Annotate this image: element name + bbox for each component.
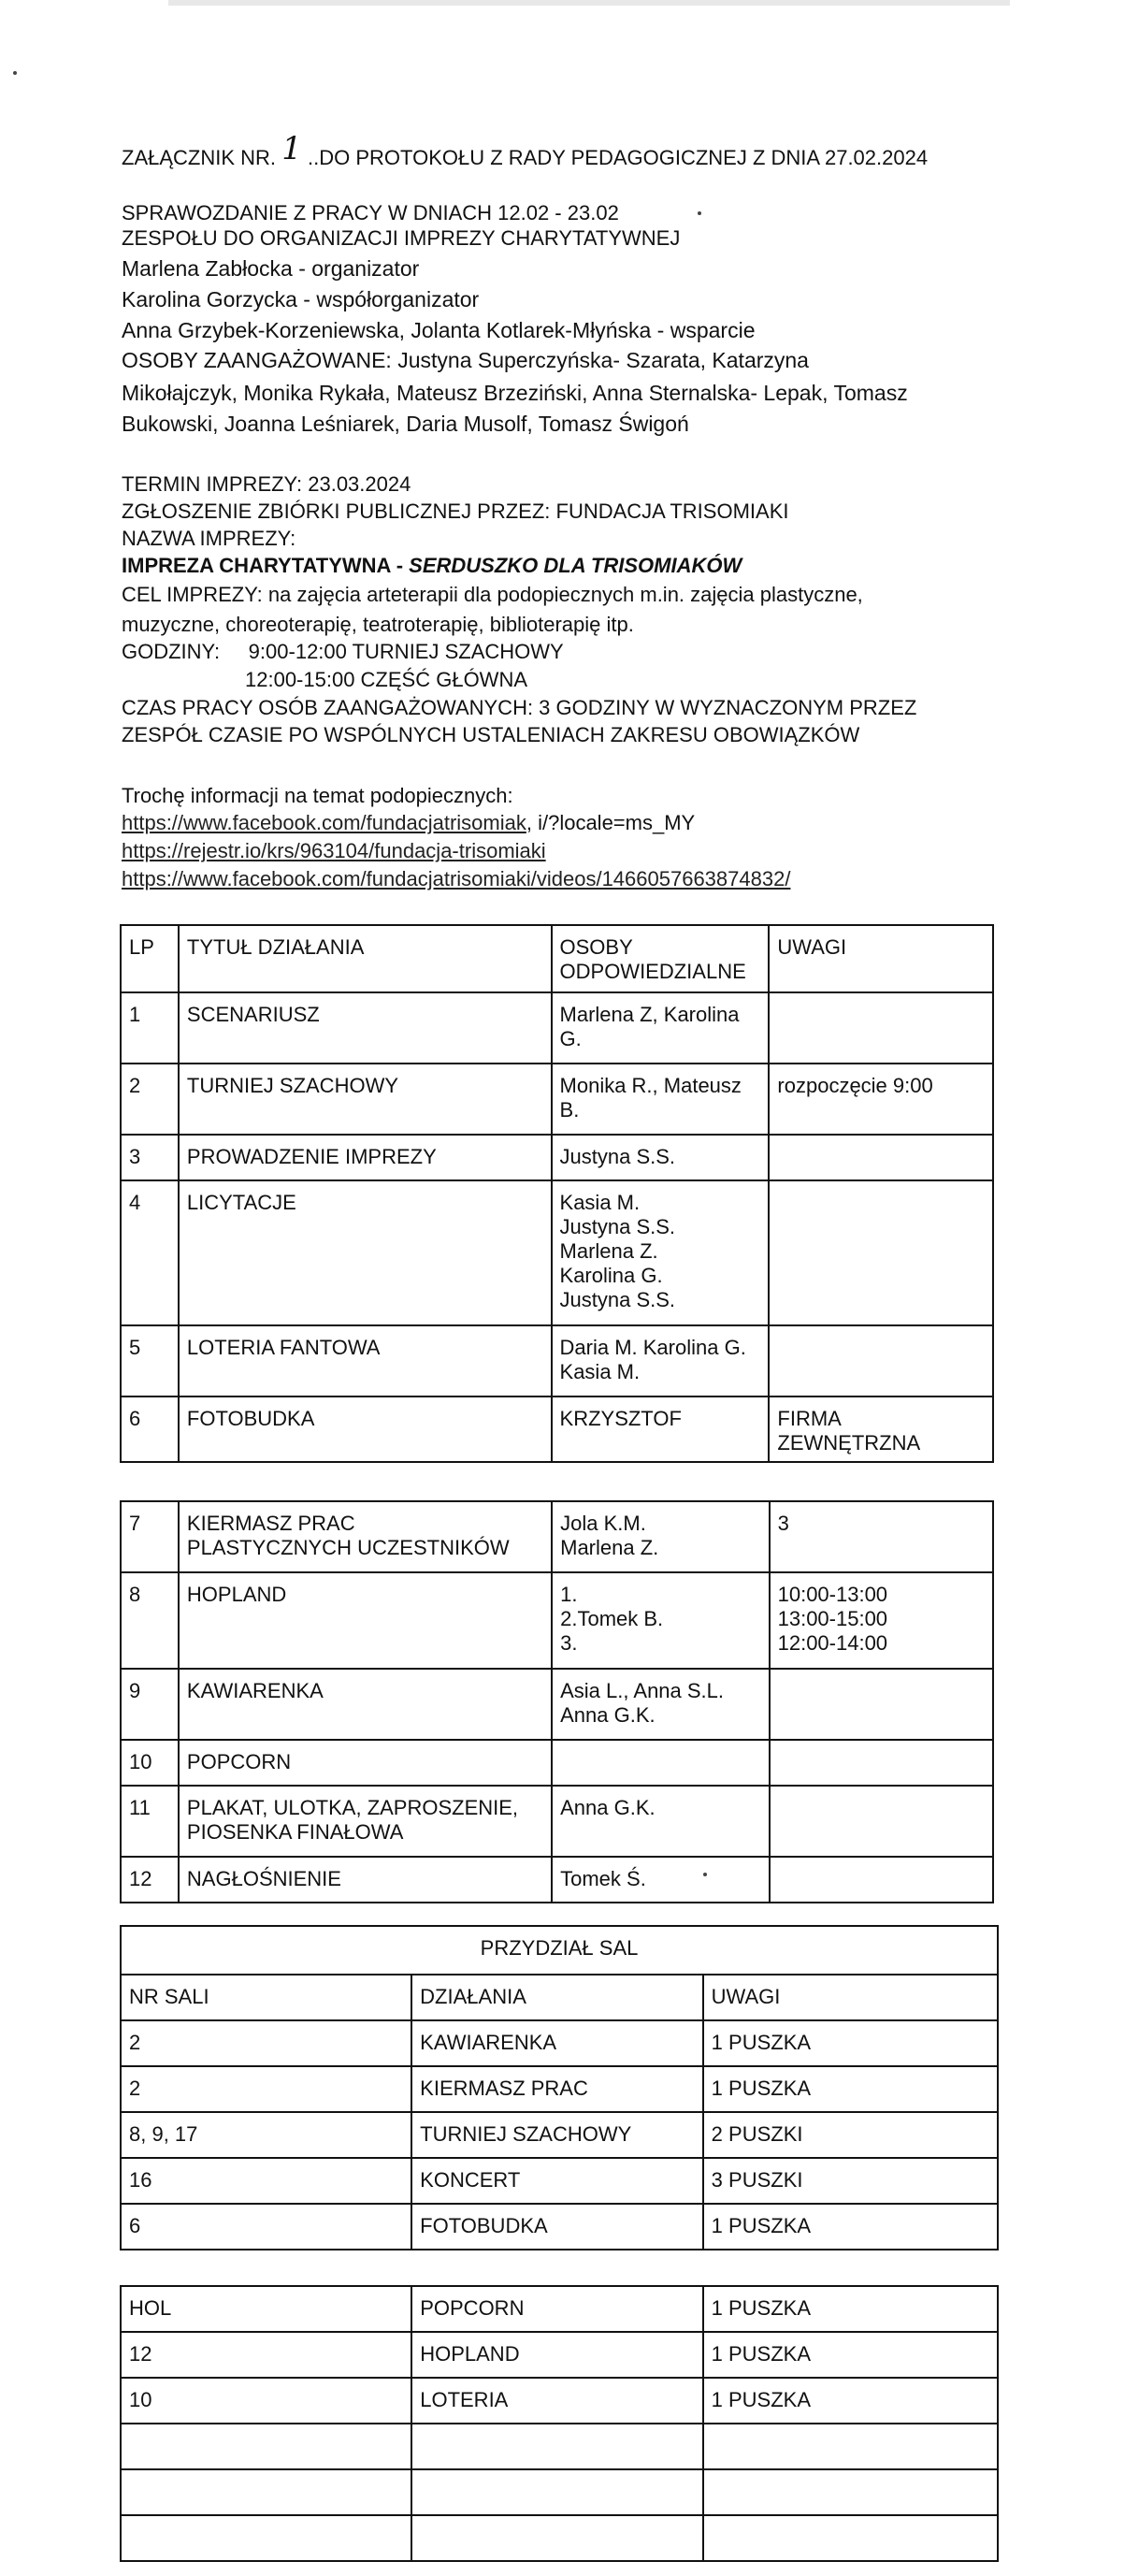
- attachment-number: 1: [281, 130, 302, 167]
- cell-notes: 1 PUSZKA: [703, 2332, 998, 2378]
- cell-notes: [769, 1180, 993, 1325]
- header-cell-title: TYTUŁ DZIAŁANIA: [179, 925, 552, 992]
- cell-title: LOTERIA FANTOWA: [179, 1325, 552, 1397]
- report-line-1: SPRAWOZDANIE Z PRACY W DNIACH 12.02 - 23.02: [122, 201, 619, 224]
- tasks-row: [121, 1064, 993, 1135]
- event-hours-1: GODZINY: 9:00-12:00 TURNIEJ SZACHOWY: [122, 640, 564, 663]
- cell-notes: FIRMA ZEWNĘTRZNA: [769, 1397, 993, 1462]
- info-link-1-line: [122, 809, 695, 837]
- cell-title: SCENARIUSZ: [179, 992, 552, 1064]
- header-cell-room: NR SALI: [121, 1975, 411, 2020]
- cell-title: KAWIARENKA: [179, 1669, 552, 1740]
- event-hours-2: 12:00-15:00 CZĘŚĆ GŁÓWNA: [245, 668, 528, 691]
- cell-responsible: Monika R., Mateusz B.: [552, 1064, 770, 1135]
- cell-activity: FOTOBUDKA: [411, 2204, 703, 2250]
- rooms-table: [120, 1925, 999, 2250]
- cell-title: NAGŁOŚNIENIE: [179, 1857, 552, 1903]
- report-line-3: Marlena Zabłocka - organizator: [122, 256, 420, 281]
- cell-responsible: Marlena Z, Karolina G.: [552, 992, 770, 1064]
- tasks-row: [121, 1135, 993, 1180]
- cell-title: PROWADZENIE IMPREZY: [179, 1135, 552, 1180]
- cell-room: 8, 9, 17: [121, 2112, 411, 2158]
- cell-title: POPCORN: [179, 1740, 552, 1786]
- tasks-row: [121, 1180, 993, 1325]
- info-link-2[interactable]: https://rejestr.io/krs/963104/fundacja-trisomiaki: [122, 839, 546, 862]
- cell-activity: [411, 2469, 702, 2515]
- cell-lp: 6: [121, 1397, 179, 1462]
- tasks-row: [121, 1786, 993, 1857]
- tasks-row: [121, 1572, 993, 1669]
- cell-notes: rozpoczęcie 9:00: [769, 1064, 993, 1135]
- info-link-3[interactable]: https://www.facebook.com/fundacjatrisomiaki/videos/1466057663874832/: [122, 867, 791, 890]
- tasks-row: [121, 1397, 993, 1462]
- rooms-row: [121, 2378, 998, 2424]
- cell-lp: 2: [121, 1064, 179, 1135]
- cell-lp: 3: [121, 1135, 179, 1180]
- cell-lp: 1: [121, 992, 179, 1064]
- attachment-prefix: ZAŁĄCZNIK NR.: [122, 146, 277, 169]
- cell-room: [121, 2424, 411, 2469]
- cell-room: 2: [121, 2066, 411, 2112]
- cell-room: 12: [121, 2332, 411, 2378]
- scan-dot: [13, 71, 17, 75]
- cell-title: TURNIEJ SZACHOWY: [179, 1064, 552, 1135]
- event-name-title: SERDUSZKO DLA TRISOMIAKÓW: [409, 554, 742, 577]
- cell-lp: 7: [121, 1501, 179, 1572]
- cell-lp: 12: [121, 1857, 179, 1903]
- rooms-row: [121, 2286, 998, 2332]
- scan-dot: [698, 211, 701, 215]
- cell-lp: 9: [121, 1669, 179, 1740]
- report-line-2: ZESPOŁU DO ORGANIZACJI IMPREZY CHARYTATYWNEJ: [122, 226, 681, 250]
- cell-room: 2: [121, 2020, 411, 2066]
- cell-lp: 5: [121, 1325, 179, 1397]
- cell-responsible: [552, 1740, 769, 1786]
- scan-mark: [168, 0, 1010, 6]
- rooms-row: [121, 2112, 998, 2158]
- tasks-row: [121, 1501, 993, 1572]
- cell-lp: 8: [121, 1572, 179, 1669]
- cell-notes: [770, 1786, 993, 1857]
- report-line-4: Karolina Gorzycka - współorganizator: [122, 287, 480, 311]
- report-line-8: Bukowski, Joanna Leśniarek, Daria Musolf, Tomasz Świgoń: [122, 412, 689, 436]
- cell-responsible: 1. 2.Tomek B. 3.: [552, 1572, 769, 1669]
- rooms-row: [121, 2469, 998, 2515]
- header-cell-notes: UWAGI: [769, 925, 993, 992]
- event-work-2: ZESPÓŁ CZASIE PO WSPÓLNYCH USTALENIACH ZAKRESU OBOWIĄZKÓW: [122, 723, 860, 746]
- cell-activity: KAWIARENKA: [411, 2020, 703, 2066]
- report-line-5: Anna Grzybek-Korzeniewska, Jolanta Kotlarek-Młyńska - wsparcie: [122, 318, 756, 342]
- cell-notes: 3: [770, 1501, 993, 1572]
- rooms-table-title: PRZYDZIAŁ SAL: [121, 1926, 998, 1975]
- cell-notes: [703, 2515, 998, 2561]
- rooms-row: [121, 2424, 998, 2469]
- cell-responsible: Anna G.K.: [552, 1786, 769, 1857]
- header-cell-activity: DZIAŁANIA: [411, 1975, 703, 2020]
- cell-responsible: Jola K.M. Marlena Z.: [552, 1501, 769, 1572]
- cell-room: [121, 2469, 411, 2515]
- tasks-header-row: [121, 925, 993, 992]
- attachment-suffix: ..DO PROTOKOŁU Z RADY PEDAGOGICZNEJ Z DNIA 27.02.2024: [308, 146, 929, 169]
- cell-room: [121, 2515, 411, 2561]
- header-cell-lp: LP: [121, 925, 179, 992]
- cell-activity: [411, 2424, 702, 2469]
- cell-notes: [770, 1857, 993, 1903]
- cell-room: 10: [121, 2378, 411, 2424]
- tasks-row: [121, 992, 993, 1064]
- event-goal-1: CEL IMPREZY: na zajęcia arteterapii dla podopiecznych m.in. zajęcia plastyczne,: [122, 583, 863, 606]
- cell-title: FOTOBUDKA: [179, 1397, 552, 1462]
- cell-responsible: Justyna S.S.: [552, 1135, 770, 1180]
- rooms-table-continued: [120, 2285, 999, 2562]
- cell-activity: HOPLAND: [411, 2332, 702, 2378]
- cell-title: KIERMASZ PRAC PLASTYCZNYCH UCZESTNIKÓW: [179, 1501, 552, 1572]
- cell-notes: 1 PUSZKA: [703, 2020, 998, 2066]
- cell-title: HOPLAND: [179, 1572, 552, 1669]
- cell-activity: POPCORN: [411, 2286, 702, 2332]
- cell-notes: [703, 2424, 998, 2469]
- cell-notes: [769, 1325, 993, 1397]
- cell-room: 16: [121, 2158, 411, 2204]
- cell-lp: 11: [121, 1786, 179, 1857]
- tasks-row: [121, 1669, 993, 1740]
- cell-notes: [770, 1740, 993, 1786]
- info-link-1-tail: , i/?locale=ms_MY: [526, 811, 696, 834]
- report-line-7: Mikołajczyk, Monika Rykała, Mateusz Brzeziński, Anna Sternalska- Lepak, Tomasz: [122, 381, 908, 405]
- cell-notes: 1 PUSZKA: [703, 2066, 998, 2112]
- rooms-row: [121, 2020, 998, 2066]
- cell-responsible: Tomek Ś.: [552, 1857, 769, 1903]
- event-date: TERMIN IMPREZY: 23.03.2024: [122, 472, 411, 496]
- attachment-header: [122, 130, 929, 172]
- rooms-row: [121, 2158, 998, 2204]
- cell-lp: 10: [121, 1740, 179, 1786]
- cell-title: PLAKAT, ULOTKA, ZAPROSZENIE, PIOSENKA FINAŁOWA: [179, 1786, 552, 1857]
- cell-activity: KONCERT: [411, 2158, 703, 2204]
- cell-notes: [703, 2469, 998, 2515]
- cell-notes: 3 PUSZKI: [703, 2158, 998, 2204]
- header-cell-responsible: OSOBY ODPOWIEDZIALNE: [552, 925, 770, 992]
- cell-room: 6: [121, 2204, 411, 2250]
- tasks-row: [121, 1857, 993, 1903]
- tasks-table-continued: [120, 1500, 994, 1903]
- cell-responsible: Daria M. Karolina G. Kasia M.: [552, 1325, 770, 1397]
- tasks-table: [120, 924, 994, 1463]
- cell-responsible: KRZYSZTOF: [552, 1397, 770, 1462]
- event-goal-2: muzyczne, choreoterapię, teatroterapię, biblioterapię itp.: [122, 613, 634, 636]
- rooms-row: [121, 2332, 998, 2378]
- cell-notes: [770, 1669, 993, 1740]
- info-label: Trochę informacji na temat podopiecznych:: [122, 784, 513, 807]
- cell-room: HOL: [121, 2286, 411, 2332]
- cell-activity: [411, 2515, 702, 2561]
- rooms-row: [121, 2066, 998, 2112]
- cell-notes: 1 PUSZKA: [703, 2204, 998, 2250]
- scan-dot: [703, 1873, 707, 1876]
- cell-title: LICYTACJE: [179, 1180, 552, 1325]
- header-cell-notes: UWAGI: [703, 1975, 998, 2020]
- cell-notes: 1 PUSZKA: [703, 2286, 998, 2332]
- rooms-title-row: [121, 1926, 998, 1975]
- cell-activity: LOTERIA: [411, 2378, 702, 2424]
- cell-responsible: Kasia M. Justyna S.S. Marlena Z. Karolina G. Justyna S.S.: [552, 1180, 770, 1325]
- info-link-1[interactable]: https://www.facebook.com/fundacjatrisomiak: [122, 811, 526, 834]
- rooms-header-row: [121, 1975, 998, 2020]
- tasks-row: [121, 1325, 993, 1397]
- cell-notes: [769, 1135, 993, 1180]
- cell-notes: 2 PUSZKI: [703, 2112, 998, 2158]
- cell-activity: TURNIEJ SZACHOWY: [411, 2112, 703, 2158]
- event-name-prefix: IMPREZA CHARYTATYWNA -: [122, 554, 410, 577]
- cell-notes: [769, 992, 993, 1064]
- tasks-row: [121, 1740, 993, 1786]
- cell-notes: 1 PUSZKA: [703, 2378, 998, 2424]
- cell-lp: 4: [121, 1180, 179, 1325]
- report-line-6: OSOBY ZAANGAŻOWANE: Justyna Superczyńska- Szarata, Katarzyna: [122, 348, 809, 372]
- event-name: [122, 552, 742, 580]
- cell-notes: 10:00-13:00 13:00-15:00 12:00-14:00: [770, 1572, 993, 1669]
- event-registration: ZGŁOSZENIE ZBIÓRKI PUBLICZNEJ PRZEZ: FUNDACJA TRISOMIAKI: [122, 499, 789, 523]
- cell-responsible: Asia L., Anna S.L. Anna G.K.: [552, 1669, 769, 1740]
- rooms-row: [121, 2515, 998, 2561]
- cell-activity: KIERMASZ PRAC: [411, 2066, 703, 2112]
- rooms-row: [121, 2204, 998, 2250]
- event-name-label: NAZWA IMPREZY:: [122, 527, 296, 550]
- event-work-1: CZAS PRACY OSÓB ZAANGAŻOWANYCH: 3 GODZINY W WYZNACZONYM PRZEZ: [122, 696, 917, 719]
